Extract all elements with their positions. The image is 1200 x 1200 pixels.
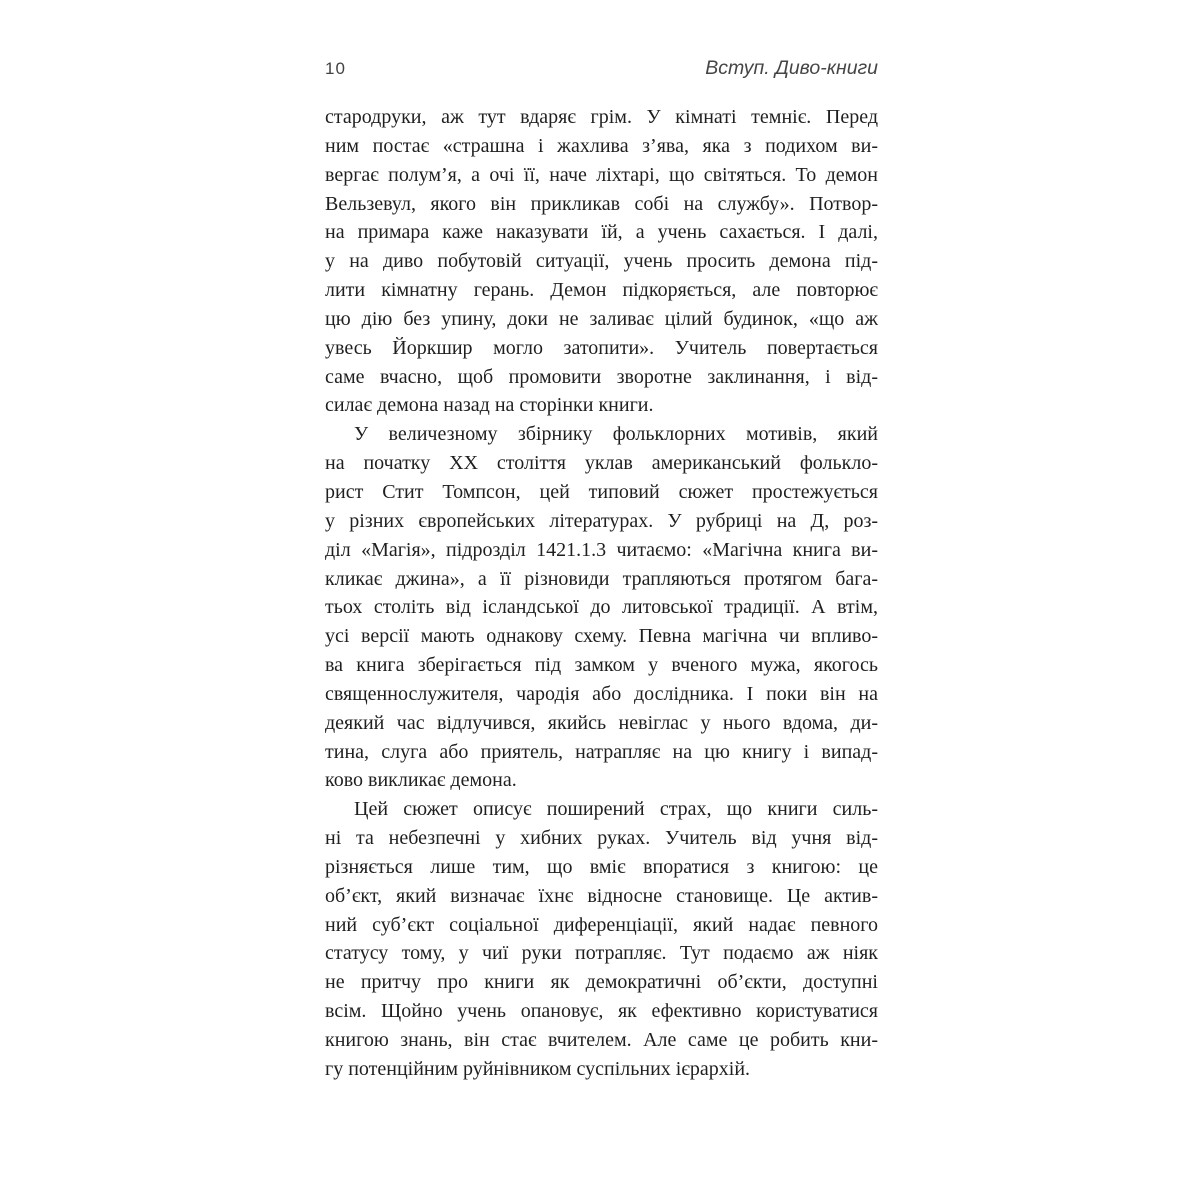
text-line: діл «Магія», підрозділ 1421.1.3 читаємо: «Магічна книга ви-: [325, 538, 878, 561]
body-text: [325, 103, 878, 1084]
text-line: всім. Щойно учень опановує, як ефективно користуватися: [325, 1000, 878, 1023]
text-line: ні та небезпечні у хибних руках. Учитель від учня від-: [325, 827, 878, 850]
text-line: різняється лише тим, що вміє впоратися з книгою: це: [325, 855, 878, 878]
paragraph: [325, 103, 878, 420]
text-line: тина, слуга або приятель, натрапляє на цю книгу і випад-: [325, 740, 878, 763]
text-line: деякий час відлучився, якийсь невіглас у нього вдома, ди-: [325, 711, 878, 734]
text-line: ково викликає демона.: [325, 769, 517, 792]
text-line: У величезному збірнику фольклорних мотивів, який: [354, 423, 878, 446]
text-line: об’єкт, який визначає їхнє відносне становище. Це актив-: [325, 884, 878, 907]
text-line: рист Стит Томпсон, цей типовий сюжет простежується: [325, 480, 878, 503]
text-line: на початку XX століття уклав американський фолькло-: [325, 452, 878, 475]
text-line: кликає джина», а її різновиди трапляються протягом бага-: [325, 567, 878, 590]
page-header: [325, 57, 878, 80]
text-line: книгою знань, він стає вчителем. Але саме це робить кни-: [325, 1029, 878, 1051]
text-line: на примара каже наказувати їй, а учень сахається. І далі,: [325, 221, 878, 244]
text-line: саме вчасно, щоб промовити зворотне заклинання, і від-: [325, 365, 878, 388]
text-line: вергає полум’я, а очі її, наче ліхтарі, що світяться. То демон: [325, 163, 878, 186]
text-line: стародруки, аж тут вдаряє грім. У кімнаті темніє. Перед: [325, 106, 878, 128]
text-line: не притчу про книги як демократичні об’єкти, доступні: [325, 971, 878, 994]
text-line: Цей сюжет описує поширений страх, що книги силь-: [354, 798, 878, 821]
text-line: у різних європейських літературах. У рубриці на Д, роз-: [325, 509, 878, 532]
text-line: силає демона назад на сторінки книги.: [325, 394, 654, 417]
paragraph: [325, 420, 878, 795]
text-line: статусу тому, у чиї руки потрапляє. Тут подаємо аж ніяк: [325, 942, 878, 965]
text-line: ва книга зберігається під замком у вченого мужа, якогось: [325, 654, 878, 677]
text-line: увесь Йоркшир могло затопити». Учитель повертається: [325, 336, 878, 359]
text-line: священнослужителя, чародія або дослідника. І поки він на: [325, 682, 878, 705]
text-line: у на диво побутовій ситуації, учень просить демона під-: [325, 250, 878, 273]
text-line: ний суб’єкт соціальної диференціації, який надає певного: [325, 913, 878, 936]
text-line: тьох століть від ісландської до литовської традиції. А втім,: [325, 596, 878, 619]
text-line: гу потенційним руйнівником суспільних ієрархій.: [325, 1057, 751, 1080]
text-line: Вельзевул, якого він прикликав собі на службу». Потвор-: [325, 192, 878, 215]
text-line: цю дію без упину, доки не заливає цілий будинок, «що аж: [325, 307, 878, 330]
page-number: 10: [325, 59, 346, 78]
text-line: ним постає «страшна і жахлива з’ява, яка з подихом ви-: [325, 134, 878, 157]
text-line: лити кімнатну герань. Демон підкоряється, але повторює: [325, 279, 878, 302]
running-head: Вступ. Диво-книги: [705, 57, 878, 79]
paragraph: [325, 795, 878, 1083]
text-line: усі версії мають однакову схему. Певна магічна чи впливо-: [325, 625, 878, 648]
